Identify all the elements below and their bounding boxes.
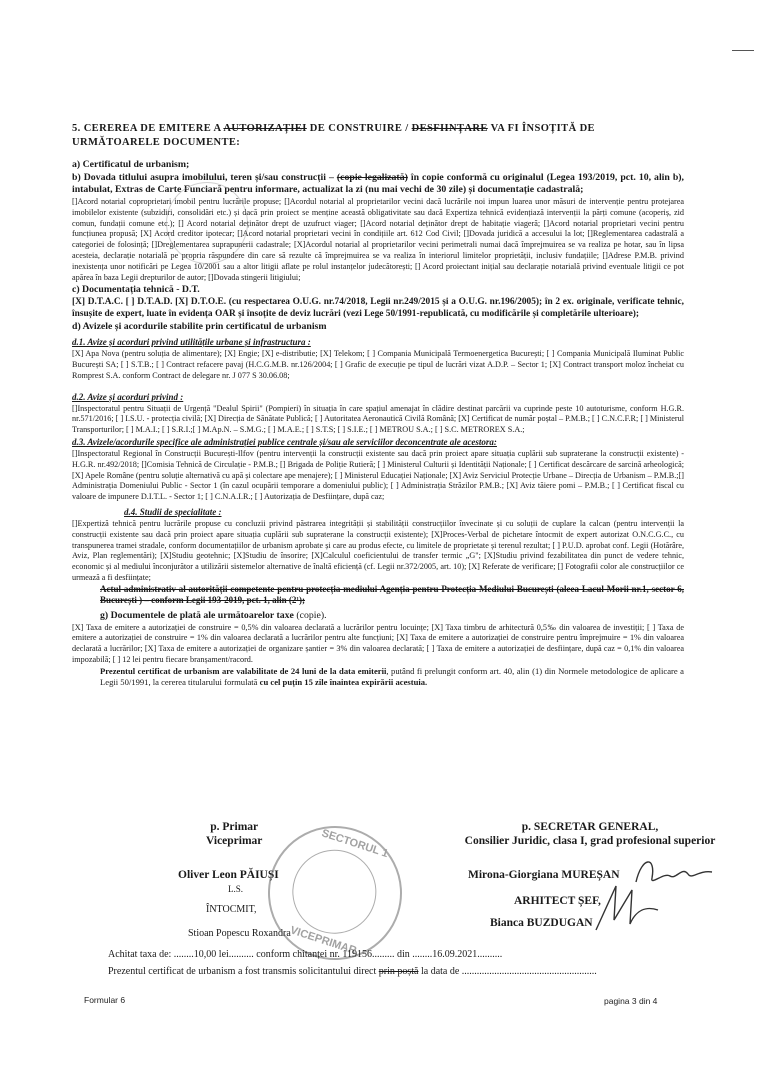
item-b-agreements: []Acord notarial coproprietari imobil pentru lucrările propuse; []Acordul notarial al proprietarilor vecini dacă lucrările noi impun luarea unor măsuri de intervenție pentru protejarea imobilelor existente (subzidiri, consolidări etc.) și dacă prin proiect se menține această obligativitate sau dacă Expertiza tehnică evidențiază intervenții la părți comune (acoperiș, zid comun, fundații comune etc.); [] Acord notarial deținător drept de uzufruct viager; []Acord notarial deținător drept de habitație viageră; []Acord notarial proprietari vecini pentru funcțiunea propusă; [X] Acord creditor ipotecar; []Acord notarial proprietari vecini în condițiile art. 612 Cod Civil; []Dovada juridică a accesului la lot; []Reglementarea cadastrală a categoriei de folosință; []Dreglementarea suprapunerii cadastrale; [X]Acordul notarial al proprietarilor vecini perimetrali numai dacă împrejmuirea se va realiza pe hotar, sau în lipsa acesteia, declarație notarială pe propria răspundere din care să rezulte că împrejmuirea se va realiza în interiorul limitelor proprietății, inclusiv fundațiile; []Adrese P.M.B. privind inexistența unor notificări pe Legea 10/2001 sau a altor litigii aflate pe rolul instanțelor judecătorești; [] Acord proiectant inițial sau declarație notarială privind eventuale litigii ce pot apărea în baza Legii drepturilor de autor; []Dovada stingerii litigiului;: [72, 196, 684, 282]
item-g-body: [X] Taxa de emitere a autorizației de construire = 0,5% din valoarea declarată a lucrărilor pentru locuințe; [X] Taxa timbru de arhitectură 0,5‰ din valoarea de investiții; [ ] Taxa de emitere a autorizației de construire = 1% din valoarea declarată a lucrărilor pentru alte funcțiuni; [X] Taxa de emitere a autorizației de construire pentru împrejmuire = 1% din valoarea declarată a lucrărilor; [X] Taxa de emitere a autorizației de organizare șantier = 3% din valoarea declarată; [ ] Taxa de emitere a autorizației de desființare, după caz = 0,1% din valoarea impozabilă; [ ] 12 lei pentru fiecare branșament/racord.: [72, 622, 684, 664]
footer-form-label: Formular 6: [84, 995, 126, 1005]
drafter-name: Stioan Popescu Roxandra: [188, 928, 291, 939]
item-d1-title: d.1. Avize și acorduri privind utilitățile urbane și infrastructura :: [72, 337, 311, 348]
item-g-title: g) Documentele de plată ale următoarelor taxe (copie).: [100, 609, 327, 621]
secretar-name: Mirona-Giorgiana MUREȘAN: [468, 869, 620, 881]
footer-page-number: pagina 3 din 4: [604, 996, 658, 1006]
transmission-line: Prezentul certificat de urbanism a fost transmis solicitantului direct prin poștă la data de ......................................................: [108, 966, 597, 977]
item-d-title: d) Avizele și acordurile stabilite prin certificatul de urbanism: [72, 320, 327, 332]
primar-name: Oliver Leon PĂIUȘI: [178, 869, 279, 881]
primar-title-block: p. Primar Viceprimar: [206, 821, 263, 848]
item-e-environment: Actul administrativ al autorității competente pentru protecția mediului Agenția pentru Protecția Mediului București (aleea Lacul Morii nr.1, sector 6, București ) – conform Legii 193-2019, pct. 1, alin (2¹);: [100, 583, 684, 606]
item-d3-title: d.3. Avizele/acordurile specifice ale administrației publice centrale și/sau ale serviciilor deconcentrate ale acestora:: [72, 437, 497, 448]
official-stamp: SECTORUL 1 VICEPRIMAR: [251, 809, 420, 978]
item-d2-title: d.2. Avize și acorduri privind :: [72, 391, 184, 402]
arhitect-name: Bianca BUZDUGAN: [490, 917, 593, 929]
intocmit-label: ÎNTOCMIT,: [206, 904, 257, 915]
secretar-title-block: p. SECRETAR GENERAL, Consilier Juridic, clasa I, grad profesional superior: [464, 821, 716, 848]
arhitect-title: ARHITECT ȘEF,: [514, 895, 601, 907]
item-c-line: [X] D.T.A.C. [ ] D.T.A.D. [X] D.T.O.E. (cu respectarea O.U.G. nr.74/2018, Legii nr.249/2015 și a O.U.G. nr.196/2005); în 2 ex. originale, verificate tehnic, însușite de expert, luate în evidența OAR și însoțite de deviz lucrări (vezi Lege 50/1991-republicată, cu modificările și completările ulterioare);: [72, 297, 684, 320]
payment-line: Achitat taxa de: ........10,00 lei.......... conform chitanței nr. 119156......... din ........16.09.2021..........: [108, 949, 503, 960]
validity-note: Prezentul certificat de urbanism are valabilitate de 24 luni de la data emiterii, putând fi prelungit conform art. 40, alin (1) din Normele metodologice de aplicare a Legii 50/1991, la cererea titularului formulată cu cel puțin 15 zile înaintea expirării acestuia.: [100, 665, 684, 688]
arhitect-signature: [586, 880, 666, 940]
item-d1-body: [X] Apa Nova (pentru soluția de alimentare); [X] Engie; [X] e-distributie; [X] Telekom; [ ] Compania Municipală Termoenergetica București; [ ] Compania Municipală Iluminat Public București SA; [ ] S.T.B.; [ ] Contract refacere pavaj (H.C.G.M.B. nr.126/2004; [ ] Grafic de execuție pe tipul de lucrări vizat A.D.P. – Sector 1; [X] Contract transport moloz încheiat cu Romprest S.A. conform Contract de delegare nr. J 077 S 30.06.08;: [72, 349, 684, 380]
margin-dash: [732, 50, 754, 51]
item-d4-body: []Expertiză tehnică pentru lucrările propuse cu concluzii privind păstrarea integrității și stabilității construcțiilor învecinate și cu soluții de cuplare la calcan (pentru intervenții la construcții existente sau dacă prin proiect apare situația cuplării sub supraterane la construcții existente); [X]Proces-Verbal de pichetare întocmit de expert autorizat O.N.C.G.C., cu transpunerea tramei stradale, conform documentațiilor de urbanism aprobate și care au produs efecte, cu limitele de proprietate și terenul rezultat; [ ] P.U.D. aprobat conf. Legii (Hotărâre, Aviz, Plan reglementări); [X]Studiu geotehnic; [X]Studiu de însorire; [X]Calculul coeficientului de transfer termic „G"; [X]Studiu privind fezabilitatea din punct de vedere tehnic, economic și al mediului înconjurător a utilizării sistemelor alternative de înaltă eficiență (cf. Legii nr.372/2005, art. 10); [X] Referate de verificare; [] Fotografii color ale construcțiilor ce urmează a fi desființate;: [72, 518, 684, 583]
item-d2-body: []Inspectoratul pentru Situații de Urgență "Dealul Spirii" (Pompieri) în situația în care spațiul amenajat în clădire destinat parcării va cuprinde peste 10 autoturisme, conform H.G.R. nr.571/2016; [ ] I.S.U. - protecția civilă; [X] Direcția de Sănătate Publică; [ ] Autoritatea Aeronautică Civilă Română; [X] Certificat de număr poștal – P.M.B.; [ ] C.N.C.F.R; [ ] Ministerul Transporturilor; [ ] M.A.I.; [ ] S.R.I.;[ ] M.Ap.N. – S.M.G.; [ ] M.A.E.; [ ] S.T.S; [ ] S.I.E.; [ ] METROU S.A.; [ ] S.C. METROREX S.A.;: [72, 403, 684, 435]
item-b-title-proof: b) Dovada titlului asupra imobilului, teren și/sau construcții – (copie legalizată) în copie conformă cu originalul (Legea 193/2019, pct. 10, alin b), intabulat, Extras de Carte Funciară pentru informare, actualizat la zi (nu mai vechi de 30 zile) și documentație cadastrală;: [72, 171, 684, 196]
ls-mark: L.S.: [228, 884, 244, 894]
section-5-heading: 5. CEREREA DE EMITERE A AUTORIZAȚIEI DE CONSTRUIRE / DESFIINȚARE VA FI ÎNSOȚITĂ DE URMĂTOARELE DOCUMENTE:: [72, 123, 595, 148]
item-a-certificate: a) Certificatul de urbanism;: [72, 159, 190, 171]
document-body: [72, 122, 684, 689]
item-c-title: c) Documentația tehnică - D.T.: [72, 283, 200, 295]
item-d3-body: []Inspectoratul Regional în Construcții București-Ilfov (pentru intervenții la construcții existente sau dacă prin proiect apare situația cuplării sub supraterane la construcții existente) - H.G.R. nr.492/2018; []Comisia Tehnică de Circulație - P.M.B.; [] Brigada de Poliție Rutieră; [ ] Ministerul Culturii și Identității Naționale; [ ] Certificat descărcare de sarcină arheologică; [X] Apele Române (pentru soluție alternativă cu apă și colectare ape menajere); [ ] Ministerul Educației Naționale; [X] Aviz Serviciul Protecție Urbane – Direcția de Urbanism – P.M.B.;[] Administrația Domeniului Public - Sector 1 (în cazul ocupării temporare a domeniului public); [ ] Administrația Străzilor P.M.B.; [X] Aviz tăiere pomi – P.M.B.; [ ] Certificat fiscal cu valoare de impunere D.I.T.L. - Sector 1; [ ] C.N.A.I.R.; [ ] Autorizația de Desființare, după caz;: [72, 448, 684, 502]
item-d4-title: d.4. Studii de specialitate :: [124, 507, 222, 518]
